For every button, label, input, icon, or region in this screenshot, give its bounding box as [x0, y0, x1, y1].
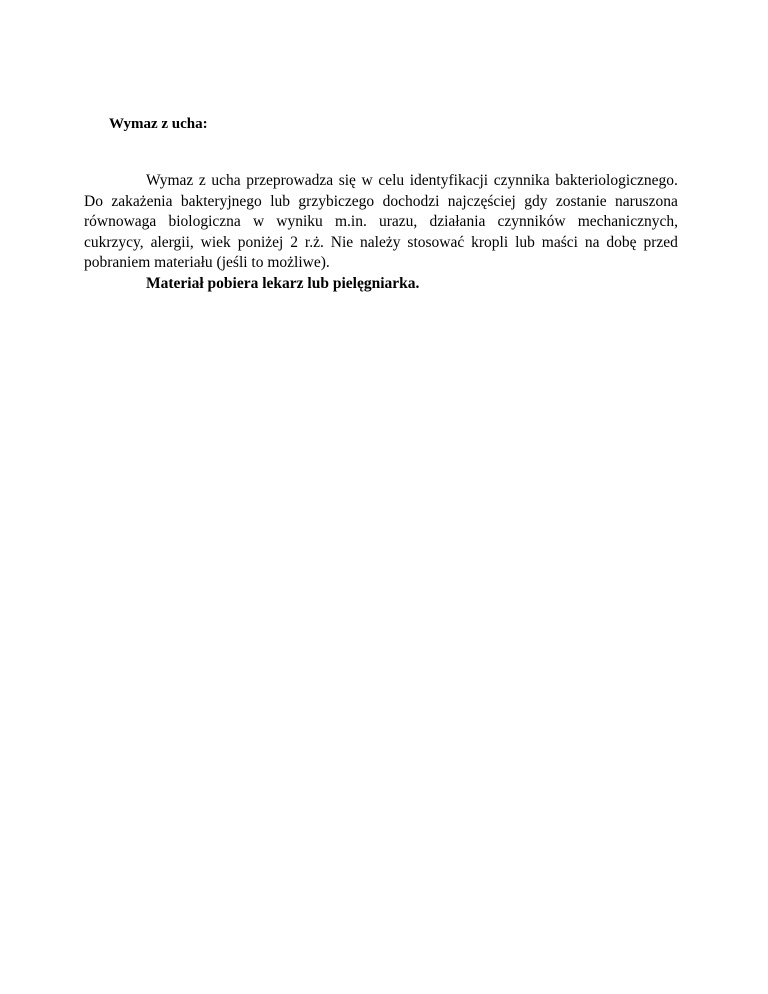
word: celu [378, 172, 405, 189]
paragraph-line [84, 212, 678, 233]
word: mechanicznych, [577, 213, 678, 231]
word: poniżej [237, 233, 284, 251]
word: należy [360, 233, 401, 251]
word: gdy [524, 192, 548, 210]
word: stosować [407, 233, 465, 251]
word: lub [270, 192, 290, 210]
word: lub [515, 233, 535, 251]
bold-note: Materiał pobiera lekarz lub pielęgniarka. [146, 274, 420, 292]
word: się [338, 172, 356, 189]
word: dobę [606, 233, 637, 251]
word: czynników [497, 213, 566, 231]
word: działania [429, 213, 486, 231]
word: w [361, 172, 373, 189]
section-heading: Wymaz z ucha: [109, 116, 208, 132]
word: na [584, 233, 600, 251]
word: cukrzycy, [84, 233, 144, 251]
word: czynnika [493, 172, 550, 189]
word: kropli [471, 233, 509, 251]
paragraph [84, 171, 678, 295]
word: zostanie [555, 192, 607, 210]
word: przeprowadza [246, 172, 334, 189]
word: wiek [200, 233, 231, 251]
paragraph-line [84, 233, 678, 254]
word: 2 [290, 233, 298, 251]
word: bakteriologicznego. [555, 172, 678, 189]
word: maści [541, 233, 578, 251]
word: naruszona [615, 192, 678, 210]
word: zakażenia [111, 192, 173, 210]
word: alergii, [150, 233, 194, 251]
word: grzybiczego [298, 192, 375, 210]
word: najczęściej [447, 192, 516, 210]
paragraph-last-line: pobraniem materiału (jeśli to możliwe). [84, 254, 330, 272]
word: równowaga [84, 213, 157, 231]
word: ucha [211, 172, 241, 189]
word: w [252, 213, 265, 231]
word: urazu, [378, 213, 418, 231]
word: Wymaz [146, 172, 194, 189]
word: m.in. [334, 213, 367, 231]
word: biologiczna [168, 213, 241, 231]
word: bakteryjnego [180, 192, 262, 210]
paragraph-line [84, 171, 678, 192]
word: identyfikacji [409, 172, 489, 189]
paragraph-line [84, 192, 678, 213]
word: dochodzi [382, 192, 440, 210]
word: przed [643, 233, 678, 251]
word: z [198, 172, 206, 189]
word: Nie [330, 233, 354, 251]
word: wyniku [276, 213, 323, 231]
word: r.ż. [304, 233, 324, 251]
word: Do [84, 192, 103, 210]
